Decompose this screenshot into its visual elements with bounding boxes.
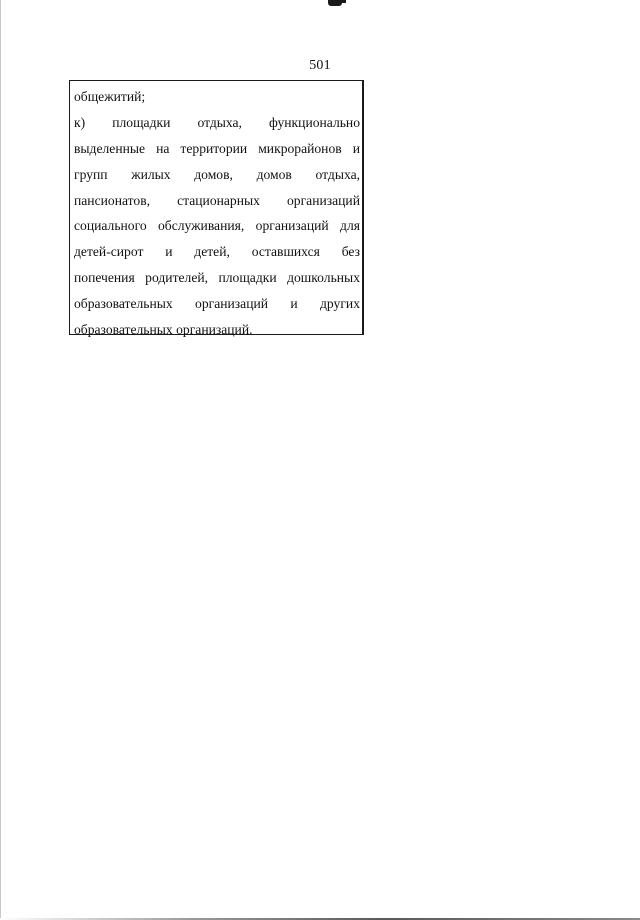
table-cell-left bbox=[74, 84, 360, 343]
text-line: групп жилых домов, домов отдыха, bbox=[74, 166, 360, 182]
page-number: 501 bbox=[309, 58, 331, 73]
text-line: попечения родителей, площадки дошкольных bbox=[74, 270, 360, 286]
text-line: образовательных организаций. bbox=[74, 322, 253, 338]
document-table bbox=[69, 80, 362, 338]
text-line: выделенные на территории микрорайонов и bbox=[74, 140, 360, 156]
text-line: детей-сирот и детей, оставшихся без bbox=[74, 244, 360, 260]
text-line: социального обслуживания, организаций для bbox=[74, 218, 360, 234]
text-line: образовательных организаций и других bbox=[74, 296, 360, 312]
table-column-divider bbox=[362, 80, 364, 335]
scan-left-edge bbox=[0, 0, 1, 920]
text-line: пансионатов, стационарных организаций bbox=[74, 192, 360, 208]
scan-artifact-mark bbox=[328, 0, 342, 6]
text-line: общежитий; bbox=[74, 89, 146, 104]
text-line: к) площадки отдыха, функционально bbox=[74, 114, 360, 130]
